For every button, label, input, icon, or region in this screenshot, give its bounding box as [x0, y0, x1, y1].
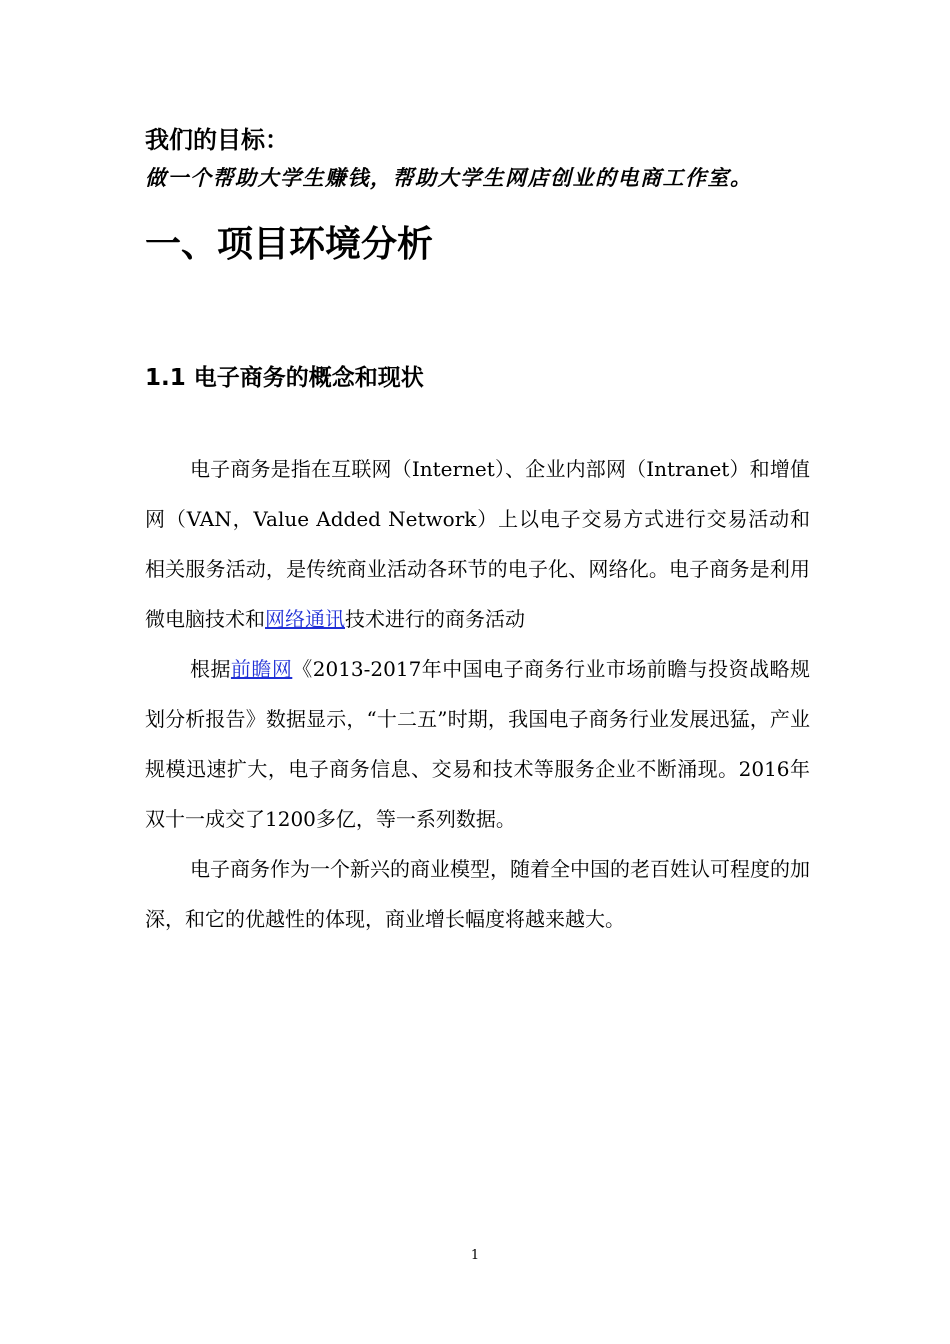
paragraph-text: 电子商务是指在互联网（Internet）、企业内部网（Intranet）和增值网（VAN，Value Added Network）上以电子交易方式进行交易活动和相关服务活动，是传统商业活动各环节的电子化、网络化。电子商务是利用微电脑技术和: [145, 457, 810, 631]
paragraph-text: 技术进行的商务活动: [345, 607, 525, 631]
network-communication-link[interactable]: 网络通讯: [265, 607, 345, 631]
paragraph-market-report: [145, 644, 810, 844]
body-text: [145, 444, 810, 944]
paragraph-ecommerce-definition: [145, 444, 810, 644]
section-heading: 一、项目环境分析: [145, 224, 434, 265]
paragraph-text: 根据: [190, 657, 231, 681]
subsection-heading: 1.1 电子商务的概念和现状: [145, 365, 424, 391]
paragraph-text: 《2013-2017年中国电子商务行业市场前瞻与投资战略规划分析报告》数据显示，“十二五”时期，我国电子商务行业发展迅猛，产业规模迅速扩大，电子商务信息、交易和技术等服务企业不断涌现。2016年双十一成交了1200多亿，等一系列数据。: [145, 657, 811, 831]
goal-title: 我们的目标：: [145, 126, 289, 154]
paragraph-growth-outlook: 电子商务作为一个新兴的商业模型，随着全中国的老百姓认可程度的加深，和它的优越性的体现，商业增长幅度将越来越大。: [145, 857, 810, 931]
page-number: 1: [470, 1248, 480, 1263]
goal-statement: 做一个帮助大学生赚钱，帮助大学生网店创业的电商工作室。: [145, 165, 753, 190]
qianzhan-link[interactable]: 前瞻网: [230, 657, 293, 681]
